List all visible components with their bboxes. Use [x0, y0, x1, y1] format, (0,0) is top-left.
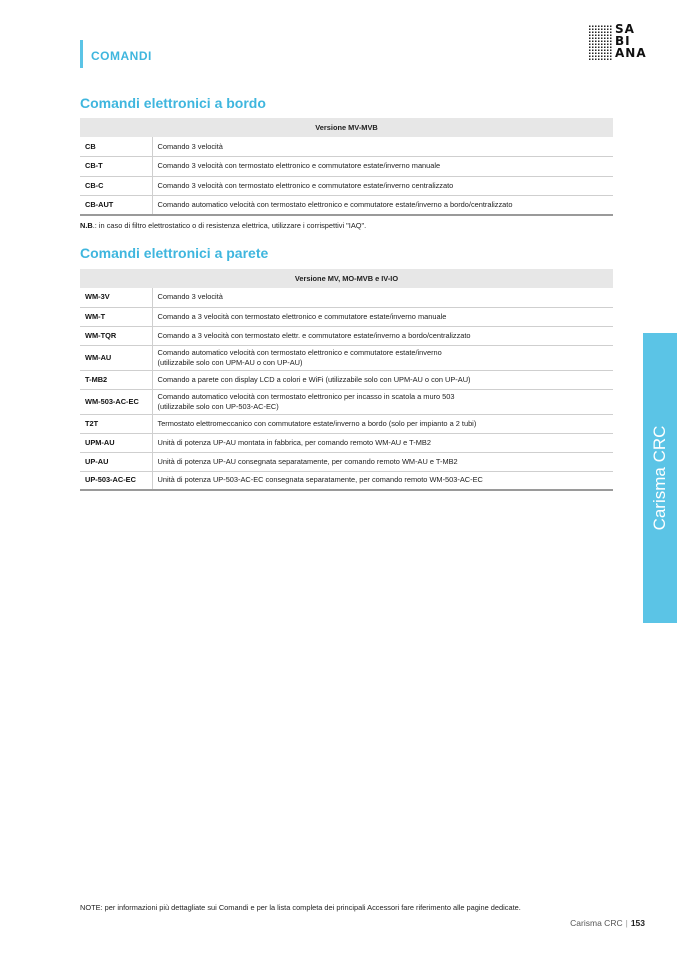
product-code: T-MB2: [80, 370, 152, 389]
product-code: CB-AUT: [80, 196, 152, 216]
product-description: Unità di potenza UP-AU consegnata separatamente, per comando remoto WM-AU e T-MB2: [152, 452, 613, 471]
table-row: [80, 196, 613, 216]
table-comandi-bordo: [80, 118, 613, 216]
product-description: Comando 3 velocità con termostato elettronico e commutatore estate/inverno centralizzato: [152, 176, 613, 196]
header-accent-bar: [80, 40, 83, 68]
table-version-header: Versione MV-MVB: [80, 118, 613, 137]
section-title-bordo: Comandi elettronici a bordo: [80, 95, 266, 111]
product-description: Comando 3 velocità: [152, 288, 613, 307]
table-version-header: Versione MV, MO-MVB e IV-IO: [80, 269, 613, 288]
product-description: Unità di potenza UP-AU montata in fabbrica, per comando remoto WM-AU e T-MB2: [152, 433, 613, 452]
product-code: CB-T: [80, 157, 152, 177]
footer-doc-name: Carisma CRC: [570, 918, 623, 928]
product-description: Unità di potenza UP-503-AC-EC consegnata separatamente, per comando remoto WM-503-AC-EC: [152, 471, 613, 490]
table-row: [80, 157, 613, 177]
product-description: Comando automatico velocità con termostato elettronico e commutatore estate/inverno (utilizzabile solo con UPM-AU o con UP-AU): [152, 345, 613, 370]
table-row: [80, 389, 613, 414]
footer-separator: |: [625, 918, 628, 928]
product-code: WM-T: [80, 307, 152, 326]
product-description: Comando automatico velocità con termostato elettronico per incasso in scatola a muro 503 (utilizzabile solo con UP-503-AC-EC): [152, 389, 613, 414]
note-text: .: in caso di filtro elettrostatico o di resistenza elettrica, utilizzare i corrispettivi "IAQ".: [92, 221, 367, 230]
product-code: UPM-AU: [80, 433, 152, 452]
table-row: [80, 307, 613, 326]
product-code: WM-503-AC-EC: [80, 389, 152, 414]
side-chapter-label: Carisma CRC: [650, 425, 669, 531]
table-row: [80, 433, 613, 452]
product-code: CB: [80, 137, 152, 157]
product-description: Comando a 3 velocità con termostato elettr. e commutatore estate/inverno a bordo/centralizzato: [152, 326, 613, 345]
product-description: Comando 3 velocità: [152, 137, 613, 157]
table-row: [80, 471, 613, 490]
product-description: Comando a parete con display LCD a colori e WiFi (utilizzabile solo con UPM-AU o con UP-AU): [152, 370, 613, 389]
table-row: [80, 326, 613, 345]
product-code: WM-AU: [80, 345, 152, 370]
product-description: Termostato elettromeccanico con commutatore estate/inverno a bordo (solo per impianto a 2 tubi): [152, 414, 613, 433]
product-code: UP-AU: [80, 452, 152, 471]
logo-wordmark: SA BI ANA: [615, 22, 647, 60]
footer-note: NOTE: per informazioni più dettagliate sui Comandi e per la lista completa dei principali Accessori fare riferimento alle pagine dedicate.: [80, 903, 521, 912]
table-row: [80, 414, 613, 433]
section-title-parete: Comandi elettronici a parete: [80, 245, 269, 261]
note-nb: [80, 221, 366, 230]
sabiana-logo: [589, 24, 649, 62]
page-section-title: COMANDI: [91, 49, 152, 63]
side-chapter-tab: [643, 333, 677, 623]
product-description: Comando 3 velocità con termostato elettronico e commutatore estate/inverno manuale: [152, 157, 613, 177]
page-footer: [570, 918, 645, 928]
table-row: [80, 137, 613, 157]
page-number: 153: [630, 918, 645, 928]
product-description: Comando a 3 velocità con termostato elettronico e commutatore estate/inverno manuale: [152, 307, 613, 326]
product-code: WM-TQR: [80, 326, 152, 345]
table-row: [80, 452, 613, 471]
table-comandi-parete: [80, 269, 613, 491]
product-code: WM-3V: [80, 288, 152, 307]
product-code: T2T: [80, 414, 152, 433]
product-code: CB-C: [80, 176, 152, 196]
note-label: N.B: [80, 221, 93, 230]
product-description: Comando automatico velocità con termostato elettronico e commutatore estate/inverno a bordo/centralizzato: [152, 196, 613, 216]
product-code: UP-503-AC-EC: [80, 471, 152, 490]
table-row: [80, 288, 613, 307]
table-row: [80, 176, 613, 196]
table-row: [80, 345, 613, 370]
table-row: [80, 370, 613, 389]
